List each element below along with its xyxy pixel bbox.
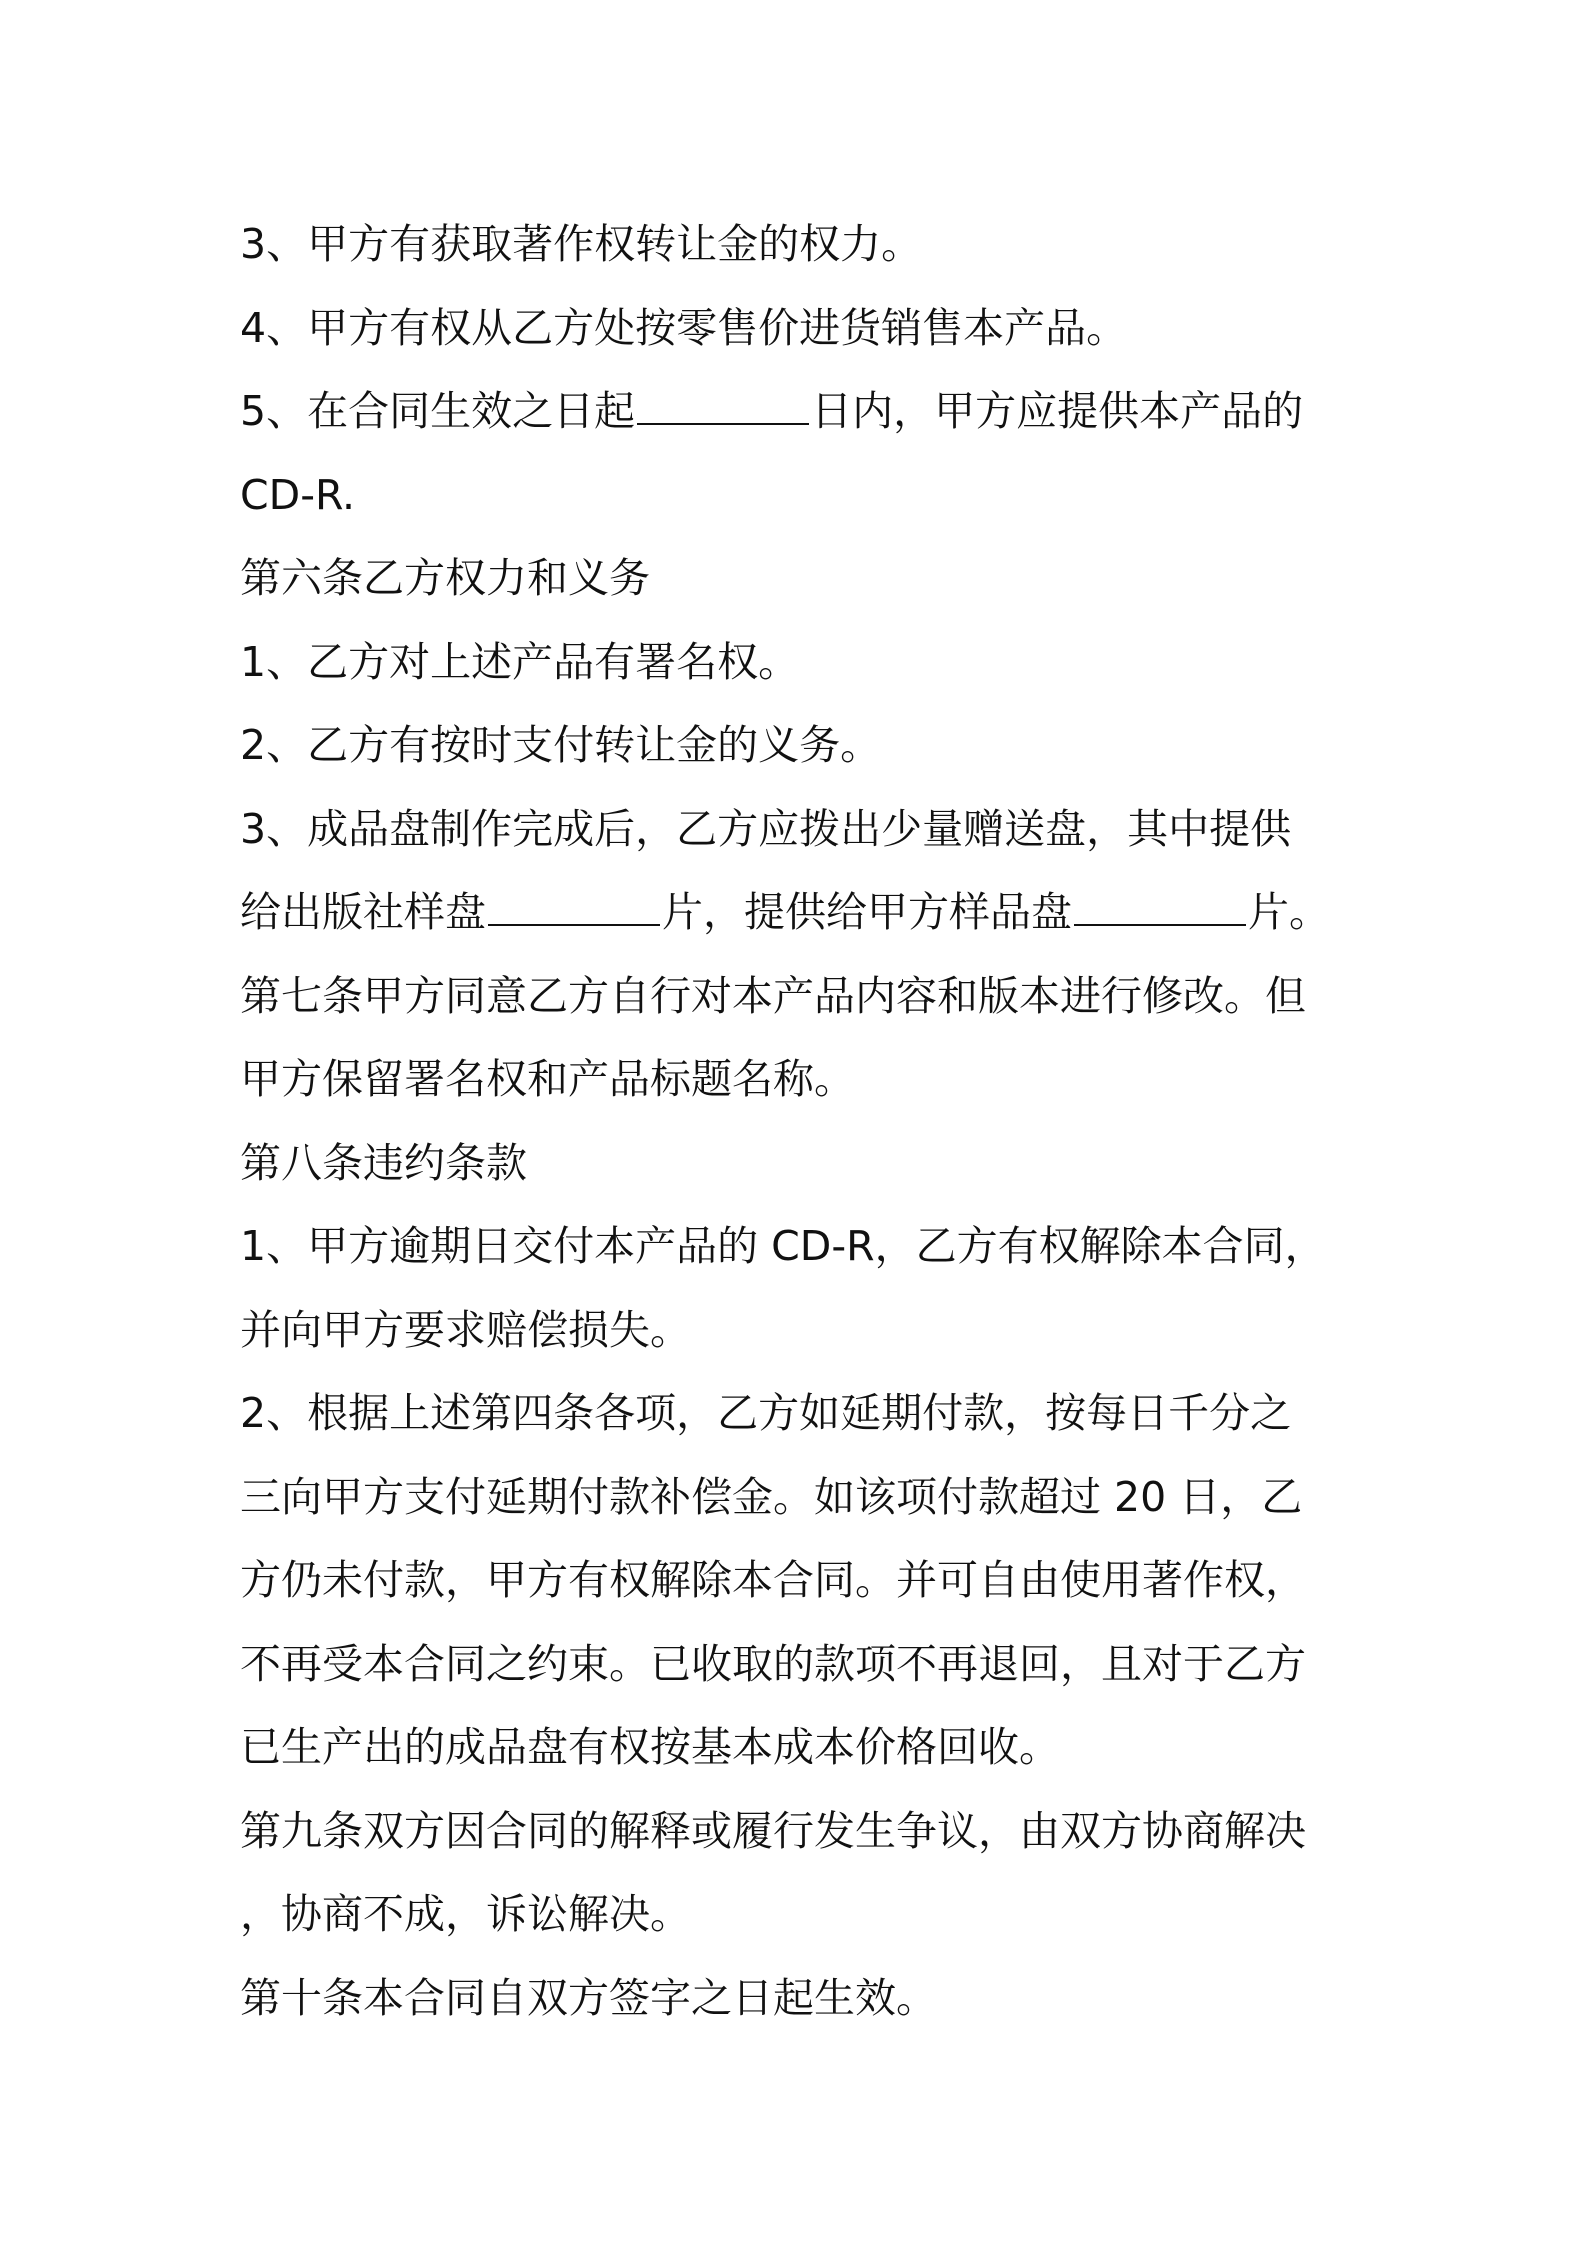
clause-8-2-line-2: 三向甲方支付延期付款补偿金。如该项付款超过 20 日，乙 bbox=[240, 1472, 1303, 1521]
clause-5-5-after: 日内，甲方应提供本产品的 bbox=[811, 387, 1304, 435]
clause-6-1: 1、乙方对上述产品有署名权。 bbox=[240, 637, 800, 686]
fill-in-blank-days bbox=[637, 422, 809, 425]
clause-8-2: 2、根据上述第四条各项，乙方如延期付款，按每日千分之 bbox=[240, 1389, 1292, 1437]
clause-5-4: 4、甲方有权从乙方处按零售价进货销售本产品。 bbox=[240, 303, 1128, 352]
clause-6-2: 2、乙方有按时支付转让金的义务。 bbox=[240, 721, 882, 769]
clause-6-3-continued bbox=[240, 871, 1370, 955]
clause-5-5-continued: CD-R. bbox=[240, 470, 356, 519]
article-7: 第七条甲方同意乙方自行对本产品内容和版本进行修改。但 bbox=[240, 971, 1306, 1020]
article-8-heading: 第八条违约条款 bbox=[240, 1138, 527, 1187]
clause-5-3: 3、甲方有获取著作权转让金的权力。 bbox=[240, 220, 923, 268]
article-7-continued: 甲方保留署名权和产品标题名称。 bbox=[240, 1055, 855, 1103]
clause-5-5-before: 5、在合同生效之日起 bbox=[240, 387, 636, 435]
clause-6-3-middle: 片，提供给甲方样品盘 bbox=[662, 888, 1072, 936]
fill-in-blank-publisher-samples bbox=[488, 923, 660, 926]
clause-8-1-continued: 并向甲方要求赔偿损失。 bbox=[240, 1305, 691, 1354]
clause-6-3-before: 给出版社样盘 bbox=[240, 888, 486, 936]
article-9: 第九条双方因合同的解释或履行发生争议，由双方协商解决 bbox=[240, 1806, 1306, 1855]
contract-body bbox=[240, 203, 1370, 2040]
article-10: 第十条本合同自双方签字之日起生效。 bbox=[240, 1973, 937, 2022]
clause-8-1: 1、甲方逾期日交付本产品的 CD-R，乙方有权解除本合同， bbox=[240, 1222, 1326, 1270]
fill-in-blank-party-a-samples bbox=[1074, 923, 1246, 926]
clause-8-2-line-4: 不再受本合同之约束。已收取的款项不再退回，且对于乙方 bbox=[240, 1639, 1306, 1688]
clause-5-5 bbox=[240, 370, 1370, 454]
clause-6-3: 3、成品盘制作完成后，乙方应拨出少量赠送盘，其中提供 bbox=[240, 804, 1292, 853]
clause-6-3-after: 片。 bbox=[1248, 888, 1330, 936]
clause-8-2-line-3: 方仍未付款，甲方有权解除本合同。并可自由使用著作权， bbox=[240, 1556, 1306, 1604]
article-9-continued: ，协商不成，诉讼解决。 bbox=[240, 1890, 691, 1938]
clause-8-2-line-5: 已生产出的成品盘有权按基本成本价格回收。 bbox=[240, 1723, 1060, 1771]
article-6-heading: 第六条乙方权力和义务 bbox=[240, 554, 650, 602]
